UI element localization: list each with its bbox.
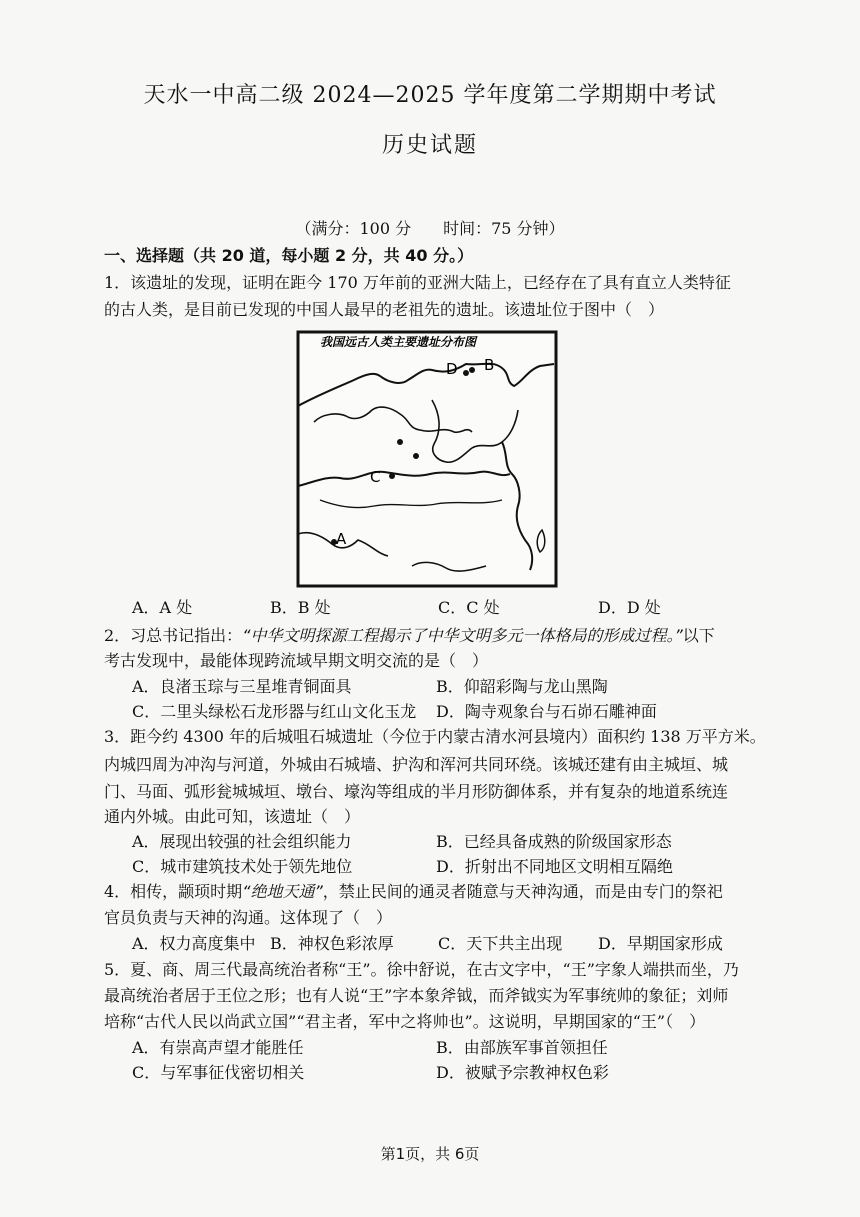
- q4-option-c: C．天下共主出现: [438, 934, 563, 953]
- q2-option-c: C．二里头绿松石龙形器与红山文化玉龙: [132, 702, 417, 721]
- page-number: 第1页，共 6页: [380, 1145, 480, 1163]
- q3-line-4: 通内外城。由此可知，该遗址（ ）: [104, 807, 361, 826]
- map-label-a: A: [336, 530, 347, 548]
- site-dot-c: [389, 473, 395, 479]
- map-label-c: C: [370, 468, 381, 486]
- q3-option-c: C．城市建筑技术处于领先地位: [132, 857, 353, 876]
- site-dot-2: [413, 453, 419, 459]
- q1-option-a: A．A 处: [132, 598, 193, 617]
- subject-title: 历史试题: [381, 133, 478, 158]
- q2-option-b: B．仰韶彩陶与龙山黑陶: [436, 677, 608, 696]
- q4-option-b: B．神权色彩浓厚: [270, 934, 394, 953]
- q2-line-1-start: 2．习总书记指出：: [104, 626, 243, 645]
- q5-line-1: 5．夏、商、周三代最高统治者称“王”。徐中舒说，在古文字中，“王”字象人端拱而坐，乃: [104, 960, 739, 979]
- q5-option-c: C．与军事征伐密切相关: [132, 1063, 305, 1082]
- exam-info: （满分：100 分 时间：75 分钟）: [295, 219, 565, 238]
- q5-line-2: 最高统治者居于王位之形；也有人说“王”字本象斧钺，而斧钺实为军事统帅的象征；刘师: [104, 986, 729, 1005]
- q2-line-1-end: 以下: [682, 626, 715, 645]
- q4-line-1: [104, 882, 723, 902]
- map-label-d: D: [446, 360, 458, 378]
- site-dot-b: [469, 367, 475, 373]
- section-heading: 一、选择题（共 20 道，每小题 2 分，共 40 分。）: [104, 246, 474, 265]
- q1-line-1: 1．该遗址的发现，证明在距今 170 万年前的亚洲大陆上，已经存在了具有直立人类特征: [104, 273, 731, 292]
- q3-option-a: A．展现出较强的社会组织能力: [132, 832, 352, 851]
- q3-option-b: B．已经具备成熟的阶级国家形态: [436, 832, 672, 851]
- ancient-sites-map: [296, 330, 558, 588]
- q1-option-b: B．B 处: [270, 598, 331, 617]
- q4-line-2: 官员负责与天神的沟通。这体现了（ ）: [104, 908, 393, 927]
- q2-line-2: 考古发现中，最能体现跨流域早期文明交流的是（ ）: [104, 651, 489, 670]
- q5-option-d: D．被赋予宗教神权色彩: [436, 1063, 609, 1082]
- q2-quote: “中华文明探源工程揭示了中华文明多元一体格局的形成过程。”: [242, 626, 683, 645]
- q3-line-2: 内城四周为冲沟与河道，外城由石城墙、护沟和浑河共同环绕。该城还建有由主城垣、城: [104, 755, 729, 774]
- map-label-b: B: [484, 356, 495, 374]
- q3-line-3: 门、马面、弧形瓮城城垣、墩台、壕沟等组成的半月形防御体系，并有复杂的地道系统连: [104, 782, 729, 801]
- q5-line-3: 培称“古代人民以尚武立国”“君主者，军中之将帅也”。这说明，早期国家的“王”（ ）: [104, 1012, 706, 1031]
- q2-line-1: [104, 626, 715, 646]
- q4-option-a: A．权力高度集中: [132, 934, 256, 953]
- q1-option-c: C．C 处: [438, 598, 500, 617]
- q4-line-1-end: ，禁止民间的通灵者随意与天神沟通，而是由专门的祭祀: [322, 882, 723, 901]
- exam-title: 天水一中高二级 2024—2025 学年度第二学期期中考试: [143, 83, 717, 108]
- q4-quote: “绝地天通”: [242, 882, 323, 901]
- q1-option-d: D．D 处: [598, 598, 661, 617]
- q5-option-a: A．有崇高声望才能胜任: [132, 1038, 304, 1057]
- q3-option-d: D．折射出不同地区文明相互隔绝: [436, 857, 673, 876]
- q1-line-2: 的古人类，是目前已发现的中国人最早的老祖先的遗址。该遗址位于图中（ ）: [104, 300, 665, 319]
- q5-option-b: B．由部族军事首领担任: [436, 1038, 608, 1057]
- q4-line-1-start: 4．相传，颛顼时期: [104, 882, 243, 901]
- q2-option-d: D．陶寺观象台与石峁石雕神面: [436, 702, 657, 721]
- map-title: 我国远古人类主要遗址分布图: [320, 335, 477, 349]
- site-dot-1: [397, 439, 403, 445]
- q2-option-a: A．良渚玉琮与三星堆青铜面具: [132, 677, 352, 696]
- site-dot-d: [463, 370, 469, 376]
- q3-line-1: 3．距今约 4300 年的后城咀石城遗址（今位于内蒙古清水河县境内）面积约 138 万平方米。: [104, 727, 766, 746]
- q4-option-d: D．早期国家形成: [598, 934, 723, 953]
